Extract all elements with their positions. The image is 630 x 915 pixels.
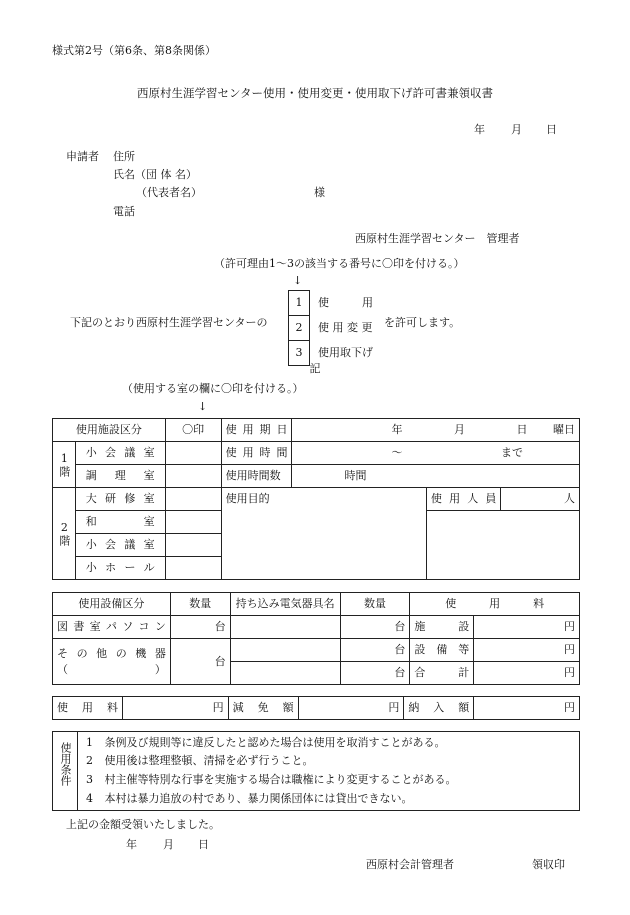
receipt-text: 上記の金額受領いたしました。 bbox=[66, 818, 220, 831]
applicant-label: 申請者 bbox=[66, 150, 99, 163]
mark-cell[interactable] bbox=[165, 511, 221, 534]
electrical-field[interactable] bbox=[230, 639, 340, 662]
payment-label: 納 入 額 bbox=[404, 697, 474, 720]
floor-2-label: 2階 bbox=[53, 488, 76, 580]
mark-cell[interactable] bbox=[165, 465, 221, 488]
conditions-label: 使用条件 bbox=[59, 742, 72, 786]
quantity-header-2: 数量 bbox=[340, 593, 410, 616]
other-qty-field[interactable]: 台 bbox=[170, 639, 230, 685]
mark-header: 〇印 bbox=[165, 419, 221, 442]
mark-cell[interactable] bbox=[165, 557, 221, 580]
fee-field[interactable]: 円 bbox=[122, 697, 228, 720]
equipment-category-header: 使用設備区分 bbox=[53, 593, 171, 616]
facility-fee-field[interactable]: 円 bbox=[474, 616, 580, 639]
room-cooking: 調理室 bbox=[75, 465, 165, 488]
honorific-sama: 様 bbox=[314, 186, 325, 199]
receipt-year: 年 bbox=[126, 838, 137, 851]
permit-options bbox=[288, 290, 375, 366]
fee-header: 使 用 料 bbox=[410, 593, 580, 616]
total-fee-label: 合 計 bbox=[410, 662, 474, 685]
fee-table bbox=[52, 696, 580, 720]
people-field[interactable]: 人 bbox=[501, 488, 580, 511]
condition-item: 4 本村は暴力追放の村であり、暴力関係団体には貸出できない。 bbox=[86, 792, 413, 805]
permit-option bbox=[289, 316, 375, 341]
use-hours-label: 使用時間数 bbox=[221, 465, 292, 488]
electrical-header: 持ち込み電気器具名 bbox=[230, 593, 340, 616]
phone-label: 電話 bbox=[113, 205, 135, 218]
receipt-day: 日 bbox=[198, 838, 209, 851]
equipment-table bbox=[52, 592, 580, 685]
equipment-fee-field[interactable]: 円 bbox=[474, 639, 580, 662]
condition-item: 3 村主催等特別な行事を実施する場合は職権により変更することがある。 bbox=[86, 773, 457, 786]
option-number[interactable]: 3 bbox=[289, 341, 310, 366]
document-title: 西原村生涯学習センター使用・使用変更・使用取下げ許可書兼領収書 bbox=[136, 86, 494, 100]
permit-suffix: を許可します。 bbox=[384, 316, 461, 329]
condition-item: 1 条例及び規則等に違反したと認めた場合は使用を取消すことがある。 bbox=[86, 736, 446, 749]
pc-qty-field[interactable]: 台 bbox=[170, 616, 230, 639]
date-month: 月 bbox=[511, 123, 522, 136]
option-number[interactable]: 1 bbox=[289, 291, 310, 316]
reduction-field[interactable]: 円 bbox=[298, 697, 404, 720]
administrator: 西原村生涯学習センター 管理者 bbox=[355, 232, 520, 245]
ki-heading: 記 bbox=[309, 362, 321, 375]
date-year: 年 bbox=[474, 123, 485, 136]
arrow-down-icon: ↓ bbox=[198, 400, 208, 413]
room-note: （使用する室の欄に〇印を付ける。） bbox=[122, 382, 304, 395]
mark-cell[interactable] bbox=[165, 442, 221, 465]
people-label: 使 用 人 員 bbox=[426, 488, 500, 511]
facility-table bbox=[52, 418, 580, 580]
room-small-meeting-2: 小会議室 bbox=[75, 534, 165, 557]
use-time-field[interactable]: ～ まで bbox=[292, 442, 580, 465]
representative-label: （代表者名） bbox=[136, 186, 202, 199]
total-fee-field[interactable]: 円 bbox=[474, 662, 580, 685]
electrical-field[interactable] bbox=[230, 662, 340, 685]
use-date-field[interactable]: 年 月 日 曜日 bbox=[292, 419, 580, 442]
facility-fee-label: 施 設 bbox=[410, 616, 474, 639]
date-day: 日 bbox=[546, 123, 557, 136]
quantity-header: 数量 bbox=[170, 593, 230, 616]
reduction-label: 減 免 額 bbox=[228, 697, 298, 720]
option-label: 使 用 変 更 bbox=[318, 321, 373, 334]
electrical-field[interactable] bbox=[230, 616, 340, 639]
room-japanese: 和室 bbox=[75, 511, 165, 534]
option-label: 使用取下げ bbox=[318, 346, 373, 359]
other-equipment-label: そ の 他 の 機 器 （ ） bbox=[53, 639, 171, 685]
name-label: 氏名（団 体 名） bbox=[113, 168, 197, 181]
arrow-down-icon: ↓ bbox=[293, 274, 303, 287]
option-label: 使 用 bbox=[318, 296, 373, 309]
library-pc-label: 図書室パソコン bbox=[53, 616, 171, 639]
form-number: 様式第2号（第6条、第8条関係） bbox=[52, 44, 216, 57]
receipt-seal: 領収印 bbox=[532, 858, 565, 871]
elec-qty-field[interactable]: 台 bbox=[340, 616, 410, 639]
elec-qty-field[interactable]: 台 bbox=[340, 639, 410, 662]
room-small-hall: 小ホール bbox=[75, 557, 165, 580]
condition-item: 2 使用後は整理整頓、清掃を必ず行うこと。 bbox=[86, 754, 314, 767]
room-large-training: 大研修室 bbox=[75, 488, 165, 511]
receipt-month: 月 bbox=[163, 838, 174, 851]
permit-option bbox=[289, 291, 375, 316]
mark-cell[interactable] bbox=[165, 534, 221, 557]
room-small-meeting-1: 小会議室 bbox=[75, 442, 165, 465]
payment-field[interactable]: 円 bbox=[474, 697, 580, 720]
equipment-fee-label: 設 備 等 bbox=[410, 639, 474, 662]
purpose-space bbox=[426, 511, 579, 580]
fee-label: 使 用 料 bbox=[53, 697, 123, 720]
use-date-label: 使 用 期 日 bbox=[221, 419, 292, 442]
permit-note: （許可理由1～3の該当する番号に〇印を付ける。） bbox=[214, 257, 465, 270]
floor-1-label: 1階 bbox=[53, 442, 76, 488]
elec-qty-field[interactable]: 台 bbox=[340, 662, 410, 685]
permit-prefix: 下記のとおり西原村生涯学習センターの bbox=[70, 316, 268, 329]
mark-cell[interactable] bbox=[165, 488, 221, 511]
cashier: 西原村会計管理者 bbox=[366, 858, 454, 871]
facility-category-header: 使用施設区分 bbox=[53, 419, 166, 442]
address-label: 住所 bbox=[113, 150, 135, 163]
option-number[interactable]: 2 bbox=[289, 316, 310, 341]
use-time-label: 使 用 時 間 bbox=[221, 442, 292, 465]
use-hours-field[interactable]: 時間 bbox=[292, 465, 580, 488]
use-purpose-field[interactable]: 使用目的 bbox=[221, 488, 426, 580]
